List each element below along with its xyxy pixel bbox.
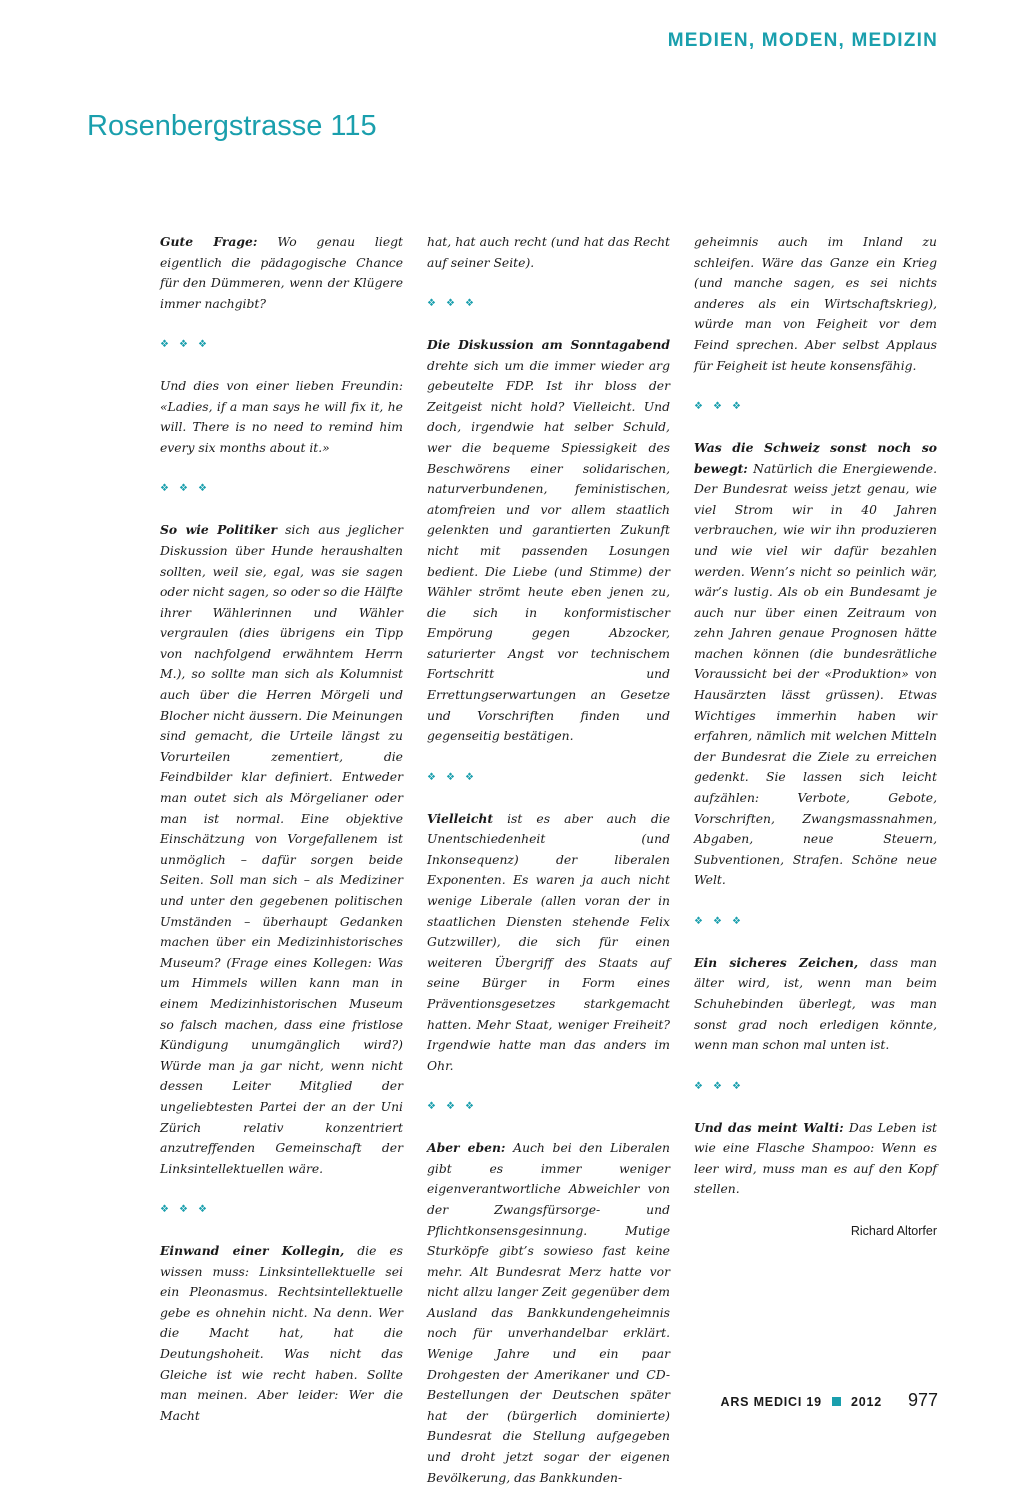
- separator: [427, 294, 670, 315]
- diamond-cluster-icon: ❖: [445, 771, 455, 783]
- diamond-cluster-icon: ❖: [712, 915, 722, 927]
- journal-year: 2012: [850, 1395, 882, 1409]
- paragraph-text: die es wissen muss: Linksintellektuelle sei ein Pleonasmus. Rechtsintellektuelle gebe es ohnehin nicht. Na denn. Wer die Macht hat, hat die Deutungshoheit. Was nicht das Gleiche ist wie recht haben. Sollte man meinen. Aber leider: Wer die Macht: [160, 1244, 403, 1423]
- paragraph-lead: Die Diskussion am Sonntagabend: [427, 336, 670, 352]
- paragraph-text: geheimnis auch im Inland zu schleifen. Wäre das Ganze ein Krieg (und manche sagen, es sei nichts anderes als ein Wirtschaftskrieg), würde man von Feigheit vor dem Feind sprechen. Aber selbst Applaus für Feigheit ist heute konsensfähig.: [694, 235, 937, 373]
- paragraph-lead: Vielleicht: [427, 810, 494, 826]
- diamond-cluster-icon: ❖: [445, 1101, 455, 1113]
- diamond-cluster-icon: ❖: [160, 339, 169, 351]
- separator: [694, 1076, 937, 1097]
- separator: [694, 912, 937, 933]
- paragraph-lead: Gute Frage:: [160, 234, 258, 249]
- paragraph: [160, 1241, 403, 1426]
- paragraph-text: Und dies von einer lieben Freundin: «Ladies, if a man says he will fix it, he will. There is no need to remind him every six months about it.»: [160, 379, 403, 455]
- paragraph-lead: Aber eben:: [427, 1140, 506, 1156]
- diamond-cluster-icon: ❖: [731, 915, 741, 927]
- paragraph-lead: Was die Schweiz sonst noch so bewegt:: [694, 439, 937, 476]
- diamond-cluster-icon: ❖: [178, 339, 188, 351]
- paragraph-lead: Und das meint Walti:: [694, 1119, 844, 1135]
- paragraph: [694, 438, 937, 891]
- paragraph-text: ist es aber auch die Unentschiedenheit (und Inkonsequenz) der liberalen Exponenten. Es waren ja auch nicht wenige Liberale (allen voran der in staatlichen Diensten stehende Felix Gutzwiller), die sich für einen weiteren Übergriff des Staats auf seine Bürger in Form eines Präventionsgesetzes starkgemacht hatten. Mehr Staat, weniger Freiheit? Irgendwie hatte man das anders im Ohr.: [427, 811, 670, 1073]
- page-footer: [721, 1390, 938, 1411]
- diamond-cluster-icon: ❖: [464, 771, 474, 783]
- diamond-cluster-icon: ❖: [160, 483, 169, 495]
- separator: [160, 1200, 403, 1221]
- diamond-cluster-icon: ❖: [178, 1204, 188, 1216]
- paragraph-text: Wo genau liegt eigentlich die pädagogische Chance für den Dümmeren, wenn der Klügere immer nachgibt?: [160, 235, 403, 311]
- diamond-cluster-icon: ❖: [445, 298, 455, 310]
- separator: [694, 397, 937, 418]
- paragraph-lead: Einwand einer Kollegin,: [160, 1243, 345, 1259]
- article-column-1: [160, 232, 403, 1447]
- paragraph: [160, 376, 403, 458]
- paragraph-text: hat, hat auch recht (und hat das Recht auf seiner Seite).: [427, 235, 670, 270]
- separator: [160, 335, 403, 356]
- author-name: Richard Altorfer: [850, 1223, 937, 1238]
- diamond-cluster-icon: ❖: [694, 915, 703, 927]
- paragraph-text: sich aus jeglicher Diskussion über Hunde heraushalten sollten, weil sie, egal, was sie sagen oder nicht sagen, so oder so die Hälfte ihrer Wählerinnen und Wähler vergraulen (dies übrigens ein Tipp von nachfolgend erwähntem Herrn M.), so sollte man sich als Kolumnist auch über die Herren Mörgeli und Blocher nicht äussern. Die Meinungen sind gemacht, die Urteile längst zu Vorurteilen zementiert, die Feindbilder klar definiert. Entweder man outet sich als Mörgelianer oder man ist normal. Eine objektive Einschätzung von Vorgefallenem ist unmöglich – dafür sorgen beide Seiten. Soll man sich – als Mediziner und unter den gegebenen politischen Umständen – überhaupt Gedanken machen über ein Medizinhistorisches Museum? (Frage eines Kollegen: Was um Himmels willen kann man in einem Medizinhistorischen Museum so falsch machen, dass eine fristlose Kündigung unumgänglich wird?) Würde man ja gar nicht, wenn nicht dessen Leiter Mitglied der ungeliebtesten Partei der an der Uni Zürich relativ konzentriert anzutreffenden Gemeinschaft der Linksintellektuellen wäre.: [160, 523, 403, 1176]
- paragraph-text: Das Leben ist wie eine Flasche Shampoo: Wenn es leer wird, muss man es auf den Kopf stellen.: [694, 1120, 937, 1197]
- diamond-cluster-icon: ❖: [160, 1204, 169, 1216]
- separator: [427, 1097, 670, 1118]
- journal-name: ARS MEDICI 19: [720, 1395, 822, 1409]
- diamond-cluster-icon: ❖: [427, 771, 436, 783]
- diamond-cluster-icon: ❖: [197, 339, 207, 351]
- diamond-cluster-icon: ❖: [464, 1101, 474, 1113]
- paragraph: [694, 1118, 937, 1200]
- diamond-cluster-icon: ❖: [694, 401, 703, 413]
- page-title: Rosenbergstrasse 115: [87, 110, 377, 142]
- diamond-cluster-icon: ❖: [178, 483, 188, 495]
- diamond-cluster-icon: ❖: [712, 401, 722, 413]
- paragraph: [694, 232, 937, 376]
- square-icon: [832, 1397, 841, 1406]
- diamond-cluster-icon: ❖: [464, 298, 474, 310]
- paragraph-lead: So wie Politiker: [160, 522, 278, 538]
- paragraph-lead: Ein sicheres Zeichen,: [694, 954, 859, 970]
- diamond-cluster-icon: ❖: [731, 401, 741, 413]
- paragraph-text: Natürlich die Energiewende. Der Bundesrat weiss jetzt genau, wie viel Strom wir in 40 Jahren verbrauchen, wie wir ihn produzieren und wie viel wir dafür bezahlen werden. Wenn’s nicht so peinlich wär, wär’s lustig. Als ob ein Bundesamt je auch nur über einen Zeitraum von zehn Jahren genaue Prognosen hätte machen können (die bundesrätliche Voraussicht bei der «Produktion» von Hausärzten lässt grüssen). Etwas Wichtiges immerhin haben wir erfahren, nämlich mit welchen Mitteln der Bundesrat die Ziele zu erreichen gedenkt. Sie lassen sich leicht aufzählen: Verbote, Gebote, Vorschriften, Zwangsmassnahmen, Abgaben, neue Steuern, Subventionen, Strafen. Schöne neue Welt.: [694, 461, 937, 888]
- article-column-3: [694, 232, 937, 1241]
- paragraph: [160, 520, 403, 1179]
- paragraph: [427, 335, 670, 747]
- page-number: 977: [907, 1390, 938, 1410]
- paragraph: [427, 232, 670, 273]
- paragraph: [694, 953, 937, 1056]
- diamond-cluster-icon: ❖: [694, 1080, 703, 1092]
- paragraph: [427, 1138, 670, 1488]
- diamond-cluster-icon: ❖: [731, 1080, 741, 1092]
- paragraph: [427, 809, 670, 1077]
- diamond-cluster-icon: ❖: [197, 1204, 207, 1216]
- section-label: MEDIEN, MODEN, MEDIZIN: [667, 30, 938, 51]
- paragraph-text: dass man älter wird, ist, wenn man beim Schuhebinden überlegt, was man sonst grad noch erledigen könnte, wenn man schon mal unten ist.: [694, 955, 938, 1053]
- paragraph-text: Auch bei den Liberalen gibt es immer weniger eigenverantwortliche Abweichler von der Zwangsfürsorge- und Pflichtkonsensgesinnung. Mutige Sturköpfe gibt’s sowieso fast keine mehr. Alt Bundesrat Merz hatte vor nicht allzu langer Zeit gegenüber dem Ausland das Bankkundengeheimnis noch für unverhandelbar erklärt. Wenige Jahre und ein paar Drohgesten der Amerikaner und CD-Bestellungen der Deutschen später hat der (bürgerlich dominierte) Bundesrat die Stellung aufgegeben und droht jetzt sogar der eigenen Bevölkerung, das Bankkunden-: [427, 1141, 670, 1485]
- diamond-cluster-icon: ❖: [197, 483, 207, 495]
- article-column-2: [427, 232, 670, 1509]
- separator: [160, 479, 403, 500]
- separator: [427, 767, 670, 788]
- paragraph: [160, 232, 403, 314]
- diamond-cluster-icon: ❖: [427, 298, 436, 310]
- paragraph-text: drehte sich um die immer wieder arg gebeutelte FDP. Ist ihr bloss der Zeitgeist nicht hold? Vielleicht. Und doch, irgendwie hat selber Schuld, wer die bequeme Spiessigkeit des Beschwörens einer solidarischen, naturverbundenen, feministischen, atomfreien und vor allem staatlich gelenkten und garantierten Zukunft nicht mit passenden Losungen bedient. Die Liebe (und Stimme) der Wähler strömt heute eben jenen zu, die sich in konformistischer Empörung gegen Abzocker, saturierter Angst vor technischem Fortschritt und Errettungserwartungen an Gesetze und Vorschriften finden und gegenseitig bestätigen.: [427, 358, 670, 744]
- diamond-cluster-icon: ❖: [712, 1080, 722, 1092]
- diamond-cluster-icon: ❖: [427, 1101, 436, 1113]
